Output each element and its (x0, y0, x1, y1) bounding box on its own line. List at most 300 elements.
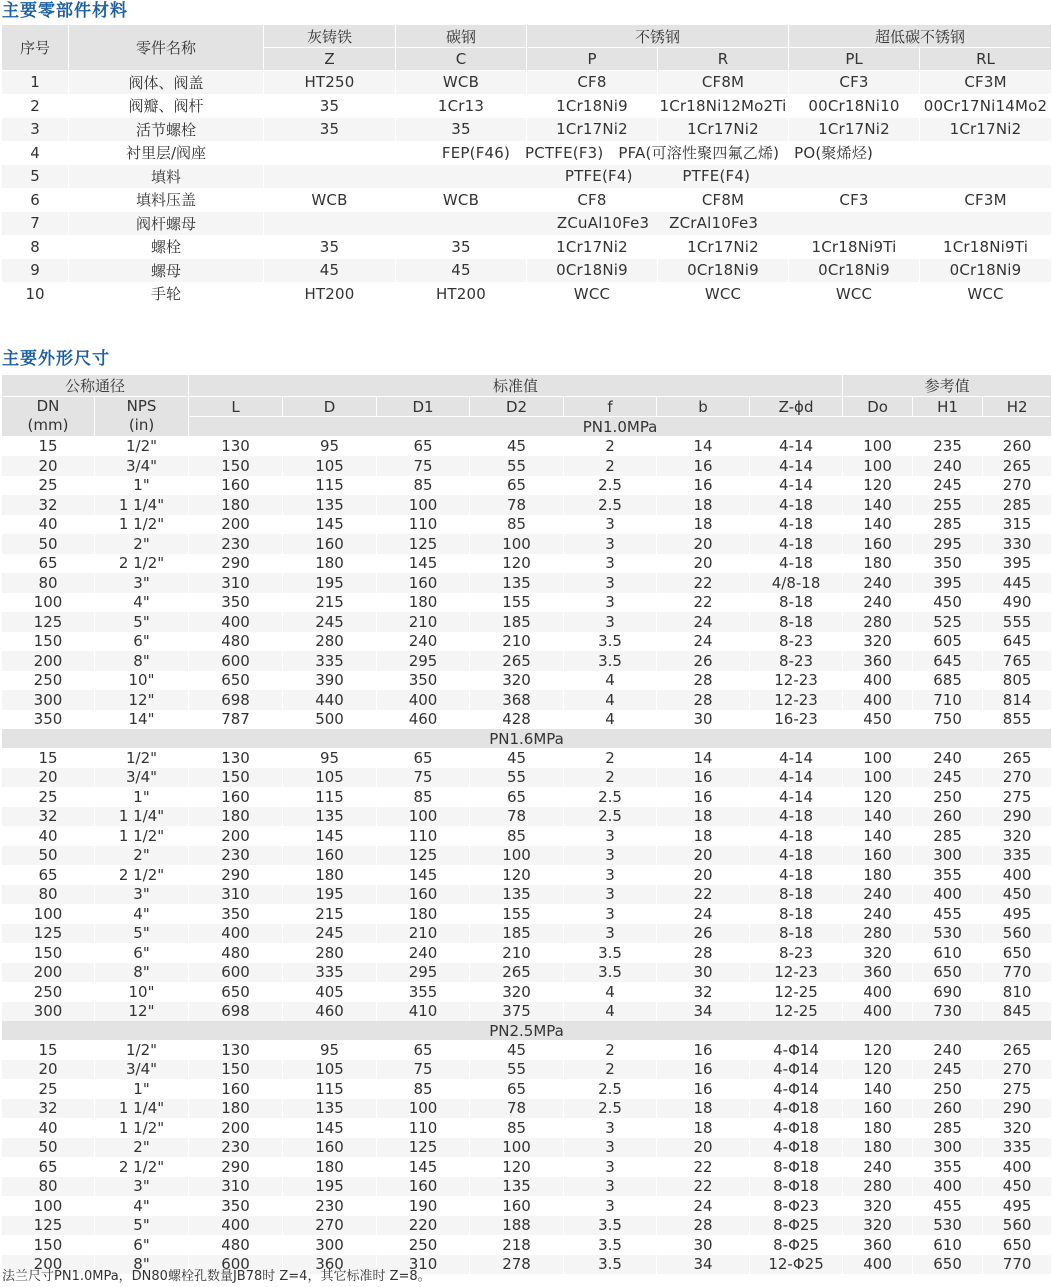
dimension-cell: 4-18 (750, 495, 843, 515)
dimension-cell: 1" (95, 1079, 189, 1099)
dimension-cell: 290 (983, 1099, 1052, 1119)
dimension-cell: 240 (843, 904, 913, 924)
dimension-cell: 3 (564, 885, 657, 905)
dimension-cell: 40 (2, 826, 95, 846)
material-cell: 0Cr18Ni9 (920, 259, 1052, 283)
dimension-cell: 480 (189, 943, 283, 963)
dimension-cell: 240 (843, 885, 913, 905)
dimension-cell: 160 (470, 1196, 564, 1216)
dimension-cell: 15 (2, 1040, 95, 1060)
material-cell: CF8M (658, 188, 789, 212)
dimension-cell: 180 (377, 904, 470, 924)
material-cell: WCC (527, 282, 658, 306)
dimension-cell: 240 (843, 573, 913, 593)
dimension-cell: 495 (983, 904, 1052, 924)
dimension-cell: 28 (657, 690, 750, 710)
dimension-cell: 65 (377, 748, 470, 768)
material-cell: CF3 (789, 71, 920, 95)
dimension-cell: 3.5 (564, 1216, 657, 1236)
dimension-cell: 20 (657, 554, 750, 574)
dimension-cell: 20 (2, 1060, 95, 1080)
header-nps-label: NPS (126, 397, 157, 416)
material-cell: WCB (396, 188, 527, 212)
pressure-rating-label: PN1.0MPa (189, 417, 1052, 437)
dimension-cell: 140 (843, 495, 913, 515)
dimension-cell: 480 (189, 1235, 283, 1255)
dimension-cell: 350 (189, 904, 283, 924)
material-cell: 35 (396, 235, 527, 259)
pressure-rating-row (2, 1021, 1052, 1040)
dimension-row (2, 612, 1052, 632)
dimension-cell: 300 (913, 846, 983, 866)
dimension-cell: 525 (913, 612, 983, 632)
dimension-cell: 1 1/4" (95, 1099, 189, 1119)
dimension-cell: 3.5 (564, 943, 657, 963)
part-name: 填料 (69, 165, 264, 189)
header-nps-unit: (in) (128, 416, 155, 435)
dimension-cell: 100 (377, 1099, 470, 1119)
dimension-cell: 4-18 (750, 826, 843, 846)
dimension-cell: 3.5 (564, 651, 657, 671)
dimension-cell: 400 (843, 1255, 913, 1275)
dimension-cell: 400 (843, 982, 913, 1002)
material-cell: 1Cr17Ni2 (527, 235, 658, 259)
dimension-cell: 125 (2, 924, 95, 944)
dimension-cell: 320 (470, 671, 564, 691)
dimension-cell: 16 (657, 1060, 750, 1080)
dimension-cell: 270 (983, 768, 1052, 788)
dimension-cell: 3 (564, 534, 657, 554)
dimension-cell: 3.5 (564, 1235, 657, 1255)
dimension-row (2, 885, 1052, 905)
dimension-row (2, 865, 1052, 885)
dimension-cell: 100 (377, 807, 470, 827)
dimension-cell: 100 (843, 748, 913, 768)
dimension-cell: 650 (983, 1235, 1052, 1255)
dimension-cell: 1 1/4" (95, 495, 189, 515)
dimension-cell: 22 (657, 885, 750, 905)
dimension-cell: 250 (2, 982, 95, 1002)
dimension-cell: 95 (283, 748, 377, 768)
materials-row (2, 165, 1052, 189)
dimension-cell: 400 (189, 612, 283, 632)
dimension-cell: 18 (657, 807, 750, 827)
dimension-cell: 230 (189, 846, 283, 866)
dimension-cell: 135 (283, 495, 377, 515)
dimension-cell: 85 (470, 826, 564, 846)
dimension-cell: 5" (95, 612, 189, 632)
material-span: FEP(F46) PCTFE(F3) PFA(可溶性聚四氟乙烯) PO(聚烯烃) (264, 141, 1052, 165)
dimension-cell: 235 (913, 436, 983, 456)
dimension-cell: 4/8-18 (750, 573, 843, 593)
material-cell: HT250 (264, 71, 396, 95)
dimension-cell: 200 (2, 1255, 95, 1275)
dimension-cell: 160 (283, 1138, 377, 1158)
dimension-cell: 428 (470, 710, 564, 730)
dimension-cell: 1/2" (95, 748, 189, 768)
dimension-row (2, 924, 1052, 944)
dimension-cell: 32 (2, 495, 95, 515)
dimension-cell: 2 1/2" (95, 1157, 189, 1177)
material-cell: CF8 (527, 71, 658, 95)
material-span: PTFE(F4) PTFE(F4) (264, 165, 1052, 189)
dimension-cell: 295 (377, 651, 470, 671)
dimension-cell: 110 (377, 826, 470, 846)
dimension-cell: 65 (2, 865, 95, 885)
dimension-cell: 140 (843, 826, 913, 846)
dimension-row (2, 1079, 1052, 1099)
dimension-cell: 26 (657, 651, 750, 671)
dimension-cell: 260 (913, 1099, 983, 1119)
dimension-cell: 75 (377, 768, 470, 788)
dimension-cell: 125 (377, 534, 470, 554)
dimension-cell: 28 (657, 671, 750, 691)
material-cell: 1Cr18Ni9Ti (920, 235, 1052, 259)
dimension-cell: 560 (983, 1216, 1052, 1236)
header-dn-label: DN (36, 397, 60, 416)
dimension-cell: 16 (657, 476, 750, 496)
dimension-row (2, 573, 1052, 593)
dimension-cell: 12-23 (750, 690, 843, 710)
dimension-cell: 410 (377, 1002, 470, 1022)
dimension-cell: 120 (470, 865, 564, 885)
dimension-cell: 250 (913, 1079, 983, 1099)
dimension-cell: 265 (983, 748, 1052, 768)
dimension-cell: 698 (189, 690, 283, 710)
dimension-cell: 285 (913, 826, 983, 846)
dimension-cell: 150 (2, 1235, 95, 1255)
dimension-cell: 730 (913, 1002, 983, 1022)
dimension-cell: 290 (983, 807, 1052, 827)
material-cell: WCB (396, 71, 527, 95)
dimension-cell: 100 (470, 846, 564, 866)
dimension-cell: 25 (2, 1079, 95, 1099)
header-group-carbon-steel: 碳钢 (396, 25, 527, 48)
dimension-cell: 335 (283, 651, 377, 671)
dimension-row (2, 515, 1052, 535)
dimension-cell: 100 (843, 456, 913, 476)
dimension-cell: 160 (189, 1079, 283, 1099)
dimension-cell: 65 (470, 787, 564, 807)
dimension-cell: 160 (377, 885, 470, 905)
header-col: b (657, 397, 750, 417)
dimension-cell: 215 (283, 593, 377, 613)
dimension-row (2, 943, 1052, 963)
dimension-cell: 4-Φ18 (750, 1138, 843, 1158)
dimension-cell: 16 (657, 1040, 750, 1060)
dimension-cell: 395 (913, 573, 983, 593)
dimension-row (2, 846, 1052, 866)
dimension-cell: 12-25 (750, 982, 843, 1002)
dimension-cell: 50 (2, 846, 95, 866)
dimension-cell: 4-Φ18 (750, 1099, 843, 1119)
dimension-cell: 22 (657, 1177, 750, 1197)
dimensions-table (1, 375, 1052, 1274)
materials-row (2, 259, 1052, 283)
part-name: 填料压盖 (69, 188, 264, 212)
dimension-cell: 150 (2, 943, 95, 963)
dimension-cell: 265 (470, 963, 564, 983)
dimension-cell: 360 (283, 1255, 377, 1275)
dimension-cell: 135 (470, 1177, 564, 1197)
dimension-cell: 16 (657, 787, 750, 807)
dimension-cell: 160 (189, 476, 283, 496)
dimension-cell: 320 (843, 1196, 913, 1216)
materials-row (2, 282, 1052, 306)
dimension-cell: 805 (983, 671, 1052, 691)
dimension-cell: 3" (95, 885, 189, 905)
part-name: 手轮 (69, 282, 264, 306)
dimension-cell: 698 (189, 1002, 283, 1022)
dimension-cell: 310 (189, 885, 283, 905)
dimension-cell: 275 (983, 787, 1052, 807)
material-cell: WCB (264, 188, 396, 212)
dimension-cell: 300 (283, 1235, 377, 1255)
header-standard-value: 标准值 (189, 375, 843, 397)
dimension-cell: 105 (283, 456, 377, 476)
dimension-cell: 50 (2, 534, 95, 554)
dimension-cell: 145 (377, 865, 470, 885)
material-cell: CF8M (658, 71, 789, 95)
dimension-cell: 20 (657, 846, 750, 866)
dimension-cell: 20 (657, 1138, 750, 1158)
dimension-cell: 400 (983, 865, 1052, 885)
dimension-cell: 2 (564, 768, 657, 788)
dimension-cell: 310 (189, 1177, 283, 1197)
dimension-cell: 530 (913, 924, 983, 944)
dimension-row (2, 1060, 1052, 1080)
materials-row (2, 141, 1052, 165)
dimension-cell: 80 (2, 573, 95, 593)
materials-row (2, 188, 1052, 212)
header-code: RL (920, 48, 1052, 71)
part-name: 衬里层/阀座 (69, 141, 264, 165)
dimension-cell: 650 (913, 963, 983, 983)
dimension-cell: 30 (657, 963, 750, 983)
dimension-cell: 100 (377, 495, 470, 515)
dimensions-section-title: 主要外形尺寸 (2, 349, 110, 369)
dimension-cell: 100 (470, 534, 564, 554)
dimension-cell: 75 (377, 456, 470, 476)
dimension-cell: 125 (2, 1216, 95, 1236)
dimension-cell: 200 (189, 515, 283, 535)
dimension-cell: 125 (377, 1138, 470, 1158)
dimension-cell: 4-Φ14 (750, 1040, 843, 1060)
dimension-row (2, 554, 1052, 574)
dimension-cell: 300 (2, 690, 95, 710)
dimension-cell: 200 (189, 826, 283, 846)
dimension-cell: 814 (983, 690, 1052, 710)
dimension-cell: 8-Φ25 (750, 1216, 843, 1236)
material-cell: 35 (264, 94, 396, 118)
dimension-cell: 650 (189, 671, 283, 691)
dimension-cell: 2 (564, 1040, 657, 1060)
dimension-cell: 280 (283, 632, 377, 652)
dimension-row (2, 436, 1052, 456)
dimension-cell: 610 (913, 1235, 983, 1255)
dimension-cell: 100 (2, 593, 95, 613)
dimension-cell: 160 (189, 787, 283, 807)
material-cell: HT200 (264, 282, 396, 306)
dimension-cell: 260 (913, 807, 983, 827)
dimension-cell: 8-23 (750, 632, 843, 652)
dimension-row (2, 748, 1052, 768)
dimension-cell: 55 (470, 1060, 564, 1080)
dimension-cell: 15 (2, 436, 95, 456)
dimension-cell: 2.5 (564, 1079, 657, 1099)
dimension-cell: 24 (657, 632, 750, 652)
dimension-cell: 78 (470, 1099, 564, 1119)
dimension-cell: 95 (283, 1040, 377, 1060)
dimension-cell: 50 (2, 1138, 95, 1158)
dimension-row (2, 1040, 1052, 1060)
dimension-cell: 145 (377, 1157, 470, 1177)
dimension-cell: 20 (2, 768, 95, 788)
dimension-cell: 8-23 (750, 651, 843, 671)
dimension-cell: 85 (470, 1118, 564, 1138)
dimension-cell: 1 1/2" (95, 1118, 189, 1138)
dimension-cell: 8-18 (750, 924, 843, 944)
dimension-cell: 12" (95, 690, 189, 710)
dimension-cell: 14" (95, 710, 189, 730)
dimension-cell: 18 (657, 1099, 750, 1119)
dimension-cell: 3 (564, 573, 657, 593)
dimension-cell: 450 (983, 885, 1052, 905)
footnote: 法兰尺寸PN1.0MPa，DN80螺栓孔数量JB78时 Z=4，其它标准时 Z=8。 (2, 1269, 431, 1284)
dimension-row (2, 1099, 1052, 1119)
dimension-row (2, 456, 1052, 476)
dimension-cell: 125 (377, 846, 470, 866)
dimension-cell: 245 (283, 924, 377, 944)
dimension-cell: 2 (564, 436, 657, 456)
dimension-cell: 360 (843, 651, 913, 671)
dimension-cell: 2.5 (564, 787, 657, 807)
dimension-row (2, 963, 1052, 983)
dimension-cell: 240 (377, 632, 470, 652)
dimension-cell: 135 (283, 807, 377, 827)
dimension-cell: 230 (189, 1138, 283, 1158)
dimension-cell: 395 (983, 554, 1052, 574)
dimension-cell: 350 (377, 671, 470, 691)
dimension-cell: 8-18 (750, 885, 843, 905)
dimension-cell: 4-18 (750, 534, 843, 554)
dimension-cell: 25 (2, 476, 95, 496)
dimension-cell: 270 (983, 1060, 1052, 1080)
dimension-cell: 265 (983, 456, 1052, 476)
material-cell: 1Cr17Ni2 (658, 118, 789, 142)
dimension-cell: 16 (657, 1079, 750, 1099)
dimension-cell: 295 (913, 534, 983, 554)
header-seq: 序号 (2, 25, 69, 71)
dimension-cell: 3 (564, 865, 657, 885)
part-name: 螺栓 (69, 235, 264, 259)
header-code: C (396, 48, 527, 71)
dimension-cell: 320 (843, 632, 913, 652)
material-cell: CF8 (527, 188, 658, 212)
dimension-cell: 4 (564, 1002, 657, 1022)
header-col: D (283, 397, 377, 417)
dimension-cell: 120 (843, 476, 913, 496)
dimension-cell: 150 (189, 456, 283, 476)
material-cell: 45 (396, 259, 527, 283)
dimension-cell: 16 (657, 456, 750, 476)
dimension-cell: 180 (843, 865, 913, 885)
dimension-cell: 290 (189, 865, 283, 885)
dimension-cell: 22 (657, 593, 750, 613)
dimension-cell: 180 (843, 1118, 913, 1138)
dimension-cell: 360 (843, 1235, 913, 1255)
dimension-cell: 3.5 (564, 1255, 657, 1275)
dimension-cell: 290 (189, 1157, 283, 1177)
dimension-cell: 400 (189, 1216, 283, 1236)
material-cell: 1Cr18Ni9 (527, 94, 658, 118)
dimension-cell: 265 (983, 1040, 1052, 1060)
dimension-cell: 55 (470, 456, 564, 476)
dimension-cell: 40 (2, 515, 95, 535)
dimension-cell: 460 (377, 710, 470, 730)
dimension-cell: 4-18 (750, 846, 843, 866)
dimension-cell: 160 (843, 534, 913, 554)
dimension-cell: 3 (564, 846, 657, 866)
dimension-cell: 2 1/2" (95, 554, 189, 574)
dimension-cell: 65 (470, 476, 564, 496)
dimension-cell: 28 (657, 1216, 750, 1236)
dimension-cell: 460 (283, 1002, 377, 1022)
dimension-cell: 180 (189, 807, 283, 827)
material-cell: 1Cr18Ni9Ti (789, 235, 920, 259)
dimension-cell: 145 (283, 515, 377, 535)
header-col: H2 (983, 397, 1052, 417)
part-name: 阀瓣、阀杆 (69, 94, 264, 118)
dimension-row (2, 1002, 1052, 1022)
dimension-cell: 300 (2, 1002, 95, 1022)
dimension-cell: 32 (2, 807, 95, 827)
dimension-cell: 4-18 (750, 515, 843, 535)
material-cell: 35 (396, 118, 527, 142)
material-cell: 00Cr18Ni10 (789, 94, 920, 118)
materials-row (2, 71, 1052, 95)
dimension-cell: 4-14 (750, 436, 843, 456)
dimension-cell: 200 (189, 1118, 283, 1138)
dimension-cell: 8" (95, 963, 189, 983)
dimension-cell: 3" (95, 573, 189, 593)
dimension-cell: 210 (377, 924, 470, 944)
dimension-cell: 85 (377, 476, 470, 496)
dimension-cell: 12-25 (750, 1002, 843, 1022)
dimension-cell: 115 (283, 476, 377, 496)
dimension-cell: 4-14 (750, 456, 843, 476)
dimension-cell: 390 (283, 671, 377, 691)
dimension-cell: 12-23 (750, 963, 843, 983)
dimension-cell: 275 (983, 1079, 1052, 1099)
dimension-cell: 24 (657, 904, 750, 924)
dimension-cell: 230 (283, 1196, 377, 1216)
header-part-name: 零件名称 (69, 25, 264, 71)
dimension-cell: 12-Φ25 (750, 1255, 843, 1275)
dimension-cell: 160 (377, 1177, 470, 1197)
dimension-cell: 400 (843, 1002, 913, 1022)
dimension-cell: 18 (657, 515, 750, 535)
material-cell: 1Cr17Ni2 (658, 235, 789, 259)
dimension-cell: 335 (283, 963, 377, 983)
materials-section-title: 主要零部件材料 (2, 1, 128, 21)
dimension-cell: 405 (283, 982, 377, 1002)
dimension-cell: 200 (2, 651, 95, 671)
dimension-cell: 5" (95, 924, 189, 944)
dimension-cell: 3 (564, 1138, 657, 1158)
dimension-cell: 100 (843, 436, 913, 456)
dimension-cell: 445 (983, 573, 1052, 593)
